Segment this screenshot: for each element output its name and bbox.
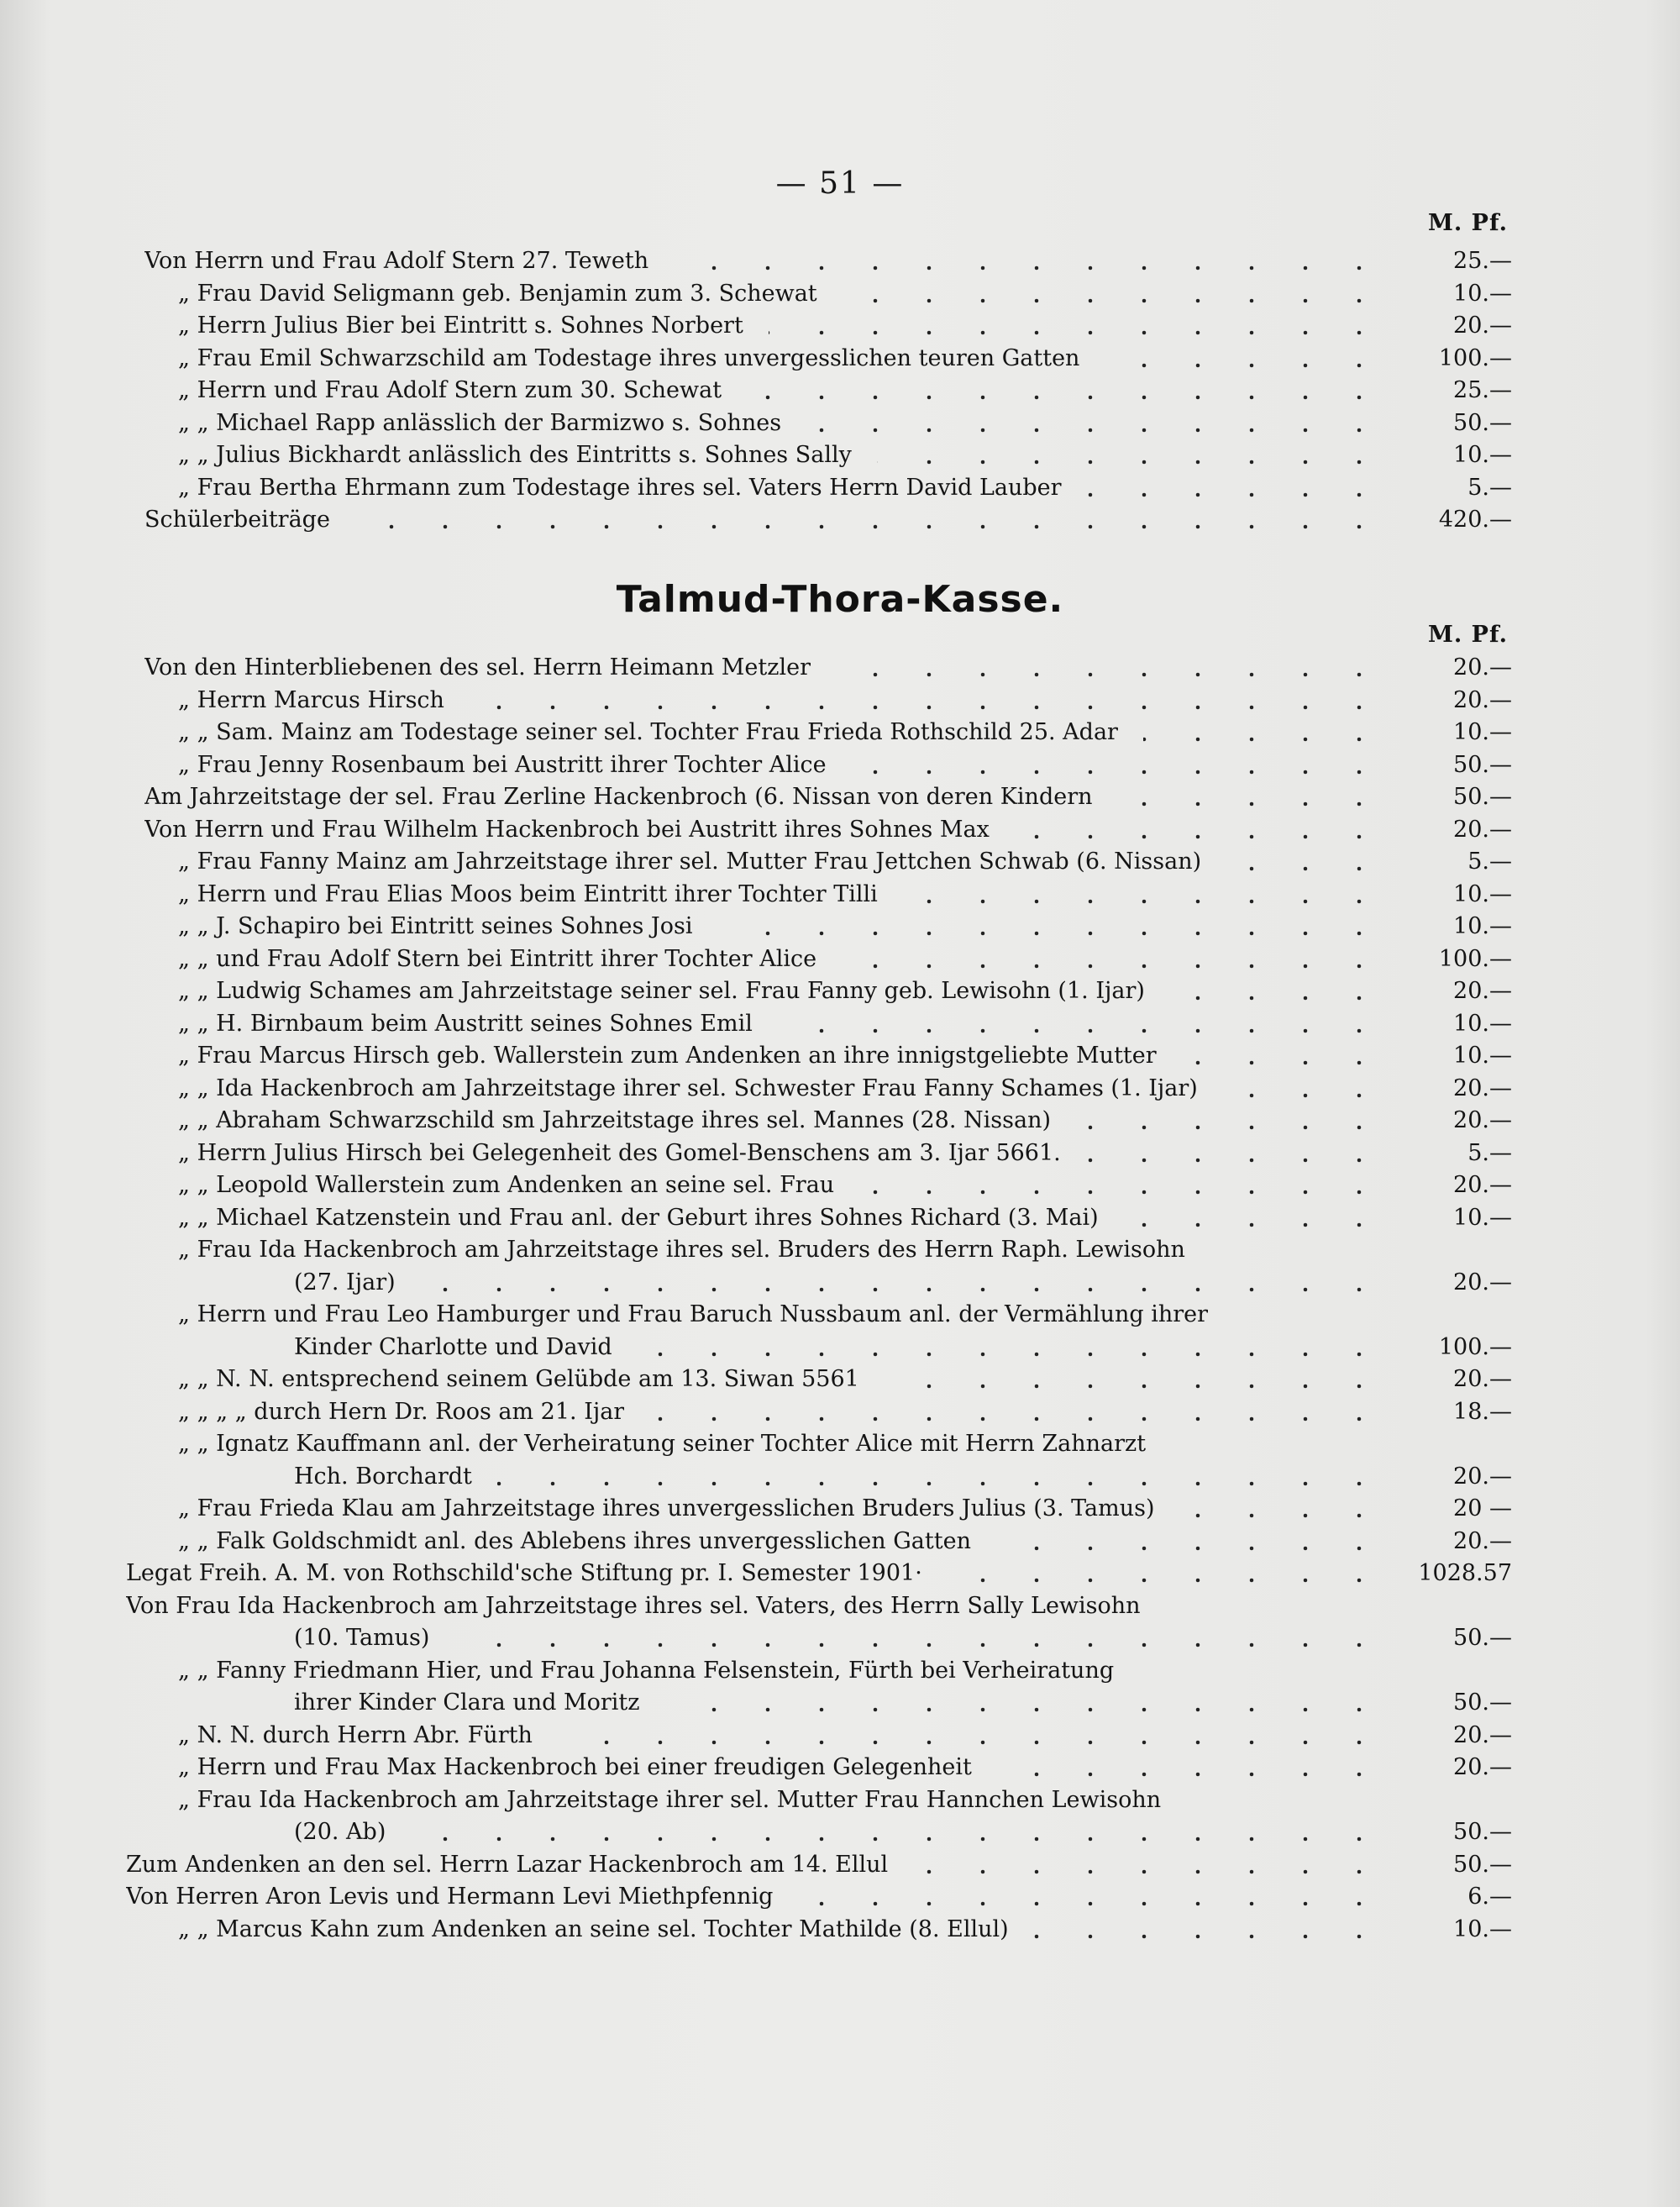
ledger-amount: 10.— <box>1453 1204 1512 1231</box>
ledger-row <box>126 439 1512 472</box>
ledger-row <box>126 717 1512 749</box>
ledger-entry-text: „ Frau Frieda Klau am Jahrzeitstage ihres unvergesslichen Bruders Julius (3. Tamus) <box>178 1495 1155 1521</box>
currency-header: M. Pf. <box>1427 210 1508 236</box>
ledger-entry-text: „ Frau Ida Hackenbroch am Jahrzeitstage ihres sel. Bruders des Herrn Raph. Lewisohn <box>178 1237 1185 1263</box>
dot-leader <box>1118 801 1386 807</box>
ledger-amount: 100.— <box>1438 344 1512 371</box>
ledger-row <box>126 1267 1512 1300</box>
dot-leader <box>638 1352 1386 1357</box>
ledger-entry-text: Legat Freih. A. M. von Rothschild'sche Stiftung pr. I. Semester 1901· <box>126 1560 922 1586</box>
ledger-amount: 50.— <box>1453 784 1512 810</box>
ledger-row <box>126 310 1512 343</box>
ledger-entry-text: Zum Andenken an den sel. Herrn Lazar Hackenbroch am 14. Ellul <box>126 1851 889 1878</box>
dot-leader <box>843 298 1386 303</box>
ledger-row <box>126 1590 1512 1623</box>
ledger-row <box>126 1816 1512 1849</box>
ledger-entry-text: „ „ Ida Hackenbroch am Jahrzeitstage ihrer sel. Schwester Frau Fanny Schames (1. Ijar) <box>178 1075 1198 1101</box>
ledger-row <box>126 1008 1512 1041</box>
ledger-row <box>126 1364 1512 1396</box>
dot-leader <box>1180 1513 1386 1518</box>
ledger-row <box>126 1493 1512 1526</box>
ledger-row <box>126 814 1512 847</box>
ledger-row <box>126 1040 1512 1073</box>
ledger-row <box>126 781 1512 814</box>
ledger-row <box>126 1687 1512 1720</box>
talmud-thora-list <box>126 652 1512 1946</box>
ledger-row <box>126 1720 1512 1752</box>
dot-leader <box>1087 492 1386 497</box>
ledger-entry-text: Von Frau Ida Hackenbroch am Jahrzeitstage ihres sel. Vaters, des Herrn Sally Lewisohn <box>126 1592 1141 1619</box>
dot-leader <box>1182 1060 1386 1065</box>
ledger-entry-text: „ Frau Marcus Hirsch geb. Wallerstein zum Andenken an ihre innigstgeliebte Mutter <box>178 1043 1157 1069</box>
ledger-amount: 20.— <box>1453 1754 1512 1780</box>
ledger-entry-text: „ „ Abraham Schwarzschild sm Jahrzeitstage ihres sel. Mannes (28. Nissan) <box>178 1107 1052 1133</box>
ledger-amount: 20.— <box>1453 1527 1512 1554</box>
dot-leader <box>769 330 1386 335</box>
ledger-row <box>126 1332 1512 1364</box>
ledger-row <box>126 1396 1512 1429</box>
ledger-entry-text: „ Herrn Marcus Hirsch <box>178 686 444 713</box>
page-number: — 51 — <box>775 166 905 201</box>
dot-leader <box>421 1287 1386 1292</box>
ledger-amount: 20.— <box>1453 1366 1512 1392</box>
ledger-row <box>126 1138 1512 1170</box>
dot-leader <box>996 1546 1386 1551</box>
dot-leader <box>1223 1093 1386 1098</box>
ledger-entry-text: „ Herrn und Frau Max Hackenbroch bei einer freudigen Gelegenheit <box>178 1754 972 1780</box>
dot-leader <box>852 770 1386 775</box>
ledger-row <box>126 975 1512 1008</box>
ledger-row <box>126 685 1512 717</box>
dot-leader <box>1105 363 1386 368</box>
dot-leader <box>913 1869 1386 1874</box>
ledger-amount: 10.— <box>1453 913 1512 939</box>
donations-list <box>126 245 1512 537</box>
ledger-amount: 100.— <box>1438 1333 1512 1360</box>
ledger-row <box>126 1073 1512 1106</box>
ledger-amount: 10.— <box>1453 280 1512 307</box>
ledger-amount: 50.— <box>1453 751 1512 778</box>
ledger-entry-text: Von Herren Aron Levis und Hermann Levi Miethpfennig <box>126 1884 774 1910</box>
dot-leader <box>903 899 1386 904</box>
ledger-row <box>126 1558 1512 1590</box>
ledger-row <box>126 1428 1512 1461</box>
ledger-entry-text: (20. Ab) <box>294 1819 386 1845</box>
ledger-entry-text: „ Herrn und Frau Elias Moos beim Eintritt ihrer Tochter Tilli <box>178 880 878 907</box>
ledger-entry-text: „ Frau Jenny Rosenbaum bei Austritt ihrer Tochter Alice <box>178 751 827 778</box>
ledger-row <box>126 1752 1512 1784</box>
ledger-amount: 20.— <box>1453 1721 1512 1748</box>
ledger-entry-text: Schülerbeiträge <box>144 507 330 533</box>
dot-leader <box>859 1190 1386 1195</box>
ledger-amount: 20.— <box>1453 313 1512 339</box>
dot-leader <box>1170 996 1386 1001</box>
ledger-row <box>126 1655 1512 1688</box>
ledger-entry-text: „ „ Fanny Friedmann Hier, und Frau Johanna Felsenstein, Fürth bei Verheiratung <box>178 1657 1115 1684</box>
ledger-entry-text: (10. Tamus) <box>294 1625 430 1651</box>
ledger-amount: 20.— <box>1453 654 1512 680</box>
dot-leader <box>778 1028 1386 1033</box>
ledger-amount: 25.— <box>1453 377 1512 403</box>
ledger-row <box>126 472 1512 505</box>
ledger-row <box>126 375 1512 407</box>
ledger-row <box>126 1105 1512 1138</box>
dot-leader <box>497 1481 1386 1486</box>
dot-leader <box>355 524 1386 529</box>
dot-leader <box>885 1384 1386 1389</box>
ledger-entry-text: „ Frau David Seligmann geb. Benjamin zum 3. Schewat <box>178 280 817 307</box>
ledger-entry-text: „ „ Michael Katzenstein und Frau anl. der Geburt ihres Sohnes Richard (3. Mai) <box>178 1204 1099 1231</box>
ledger-amount: 50.— <box>1453 1851 1512 1878</box>
dot-leader <box>665 1707 1386 1712</box>
ledger-amount: 100.— <box>1438 945 1512 972</box>
ledger-amount: 50.— <box>1453 1689 1512 1716</box>
ledger-amount: 20.— <box>1453 1269 1512 1295</box>
dot-leader <box>798 1901 1386 1906</box>
ledger-entry-text: Von Herrn und Frau Wilhelm Hackenbroch bei Austritt ihres Sohnes Max <box>144 816 990 843</box>
ledger-row <box>126 278 1512 311</box>
ledger-amount: 50.— <box>1453 1819 1512 1845</box>
section-heading: Talmud-Thora-Kasse. <box>616 578 1064 621</box>
ledger-amount: 20.— <box>1453 1107 1512 1133</box>
ledger-entry-text: „ „ Leopold Wallerstein zum Andenken an seine sel. Frau <box>178 1172 835 1198</box>
ledger-entry-text: „ „ H. Birnbaum beim Austritt seines Sohnes Emil <box>178 1010 753 1037</box>
ledger-entry-text: Am Jahrzeitstage der sel. Frau Zerline Hackenbroch (6. Nissan von deren Kindern <box>144 784 1093 810</box>
ledger-entry-text: (27. Ijar) <box>294 1269 396 1295</box>
ledger-entry-text: Kinder Charlotte und David <box>294 1333 612 1360</box>
ledger-amount: 20.— <box>1453 978 1512 1004</box>
ledger-amount: 20.— <box>1453 1172 1512 1198</box>
dot-leader <box>806 428 1386 433</box>
ledger-row <box>126 652 1512 685</box>
ledger-entry-text: „ N. N. durch Herrn Abr. Fürth <box>178 1721 533 1748</box>
ledger-amount: 20 — <box>1453 1495 1512 1521</box>
dot-leader <box>836 672 1386 677</box>
dot-leader <box>842 964 1386 969</box>
ledger-entry-text: „ Herrn und Frau Adolf Stern zum 30. Schewat <box>178 377 722 403</box>
ledger-amount: 20.— <box>1453 816 1512 843</box>
dot-leader <box>877 460 1386 465</box>
ledger-row <box>126 846 1512 879</box>
ledger-entry-text: „ Frau Emil Schwarzschild am Todestage ihres unvergesslichen teuren Gatten <box>178 344 1080 371</box>
ledger-entry-text: „ „ Ignatz Kauffmann anl. der Verheiratung seiner Tochter Alice mit Herrn Zahnarzt <box>178 1431 1147 1457</box>
ledger-amount: 20.— <box>1453 1463 1512 1490</box>
ledger-entry-text: „ „ Falk Goldschmidt anl. des Ablebens ihres unvergesslichen Gatten <box>178 1527 971 1554</box>
dot-leader <box>558 1740 1386 1745</box>
ledger-amount: 420.— <box>1438 507 1512 533</box>
dot-leader <box>717 931 1386 936</box>
ledger-entry-text: „ Frau Fanny Mainz am Jahrzeitstage ihrer sel. Mutter Frau Jettchen Schwab (6. Nissan) <box>178 849 1202 875</box>
ledger-amount: 5.— <box>1467 1139 1512 1166</box>
ledger-row <box>126 1881 1512 1914</box>
ledger-row <box>126 504 1512 537</box>
ledger-entry-text: „ „ und Frau Adolf Stern bei Eintritt ihrer Tochter Alice <box>178 945 817 972</box>
dot-leader <box>1226 866 1386 871</box>
ledger-entry-text: ihrer Kinder Clara und Moritz <box>294 1689 640 1716</box>
ledger-entry-text: „ „ Marcus Kahn zum Andenken an seine sel. Tochter Mathilde (8. Ellul) <box>178 1915 1009 1942</box>
ledger-amount: 10.— <box>1453 442 1512 468</box>
ledger-entry-text: „ Herrn Julius Hirsch bei Gelegenheit des Gomel-Benschens am 3. Ijar 5661. <box>178 1139 1061 1166</box>
ledger-row <box>126 1299 1512 1332</box>
ledger-entry-text: „ „ Sam. Mainz am Todestage seiner sel. Tochter Frau Frieda Rothschild 25. Adar <box>178 719 1118 745</box>
dot-leader <box>674 265 1386 271</box>
ledger-row <box>126 1202 1512 1235</box>
ledger-amount: 20.— <box>1453 686 1512 713</box>
ledger-entry-text: „ Herrn Julius Bier bei Eintritt s. Sohnes Norbert <box>178 313 743 339</box>
ledger-row <box>126 1914 1512 1947</box>
dot-leader <box>1143 737 1386 742</box>
dot-leader <box>997 1772 1386 1777</box>
dot-leader <box>411 1837 1386 1842</box>
dot-leader <box>1086 1158 1386 1163</box>
ledger-row <box>126 1784 1512 1817</box>
ledger-amount: 5.— <box>1467 849 1512 875</box>
ledger-entry-text: „ Frau Bertha Ehrmann zum Todestage ihres sel. Vaters Herrn David Lauber <box>178 474 1062 501</box>
dot-leader <box>1124 1222 1386 1227</box>
ledger-entry-text: „ „ Julius Bickhardt anlässlich des Eintritts s. Sohnes Sally <box>178 442 852 468</box>
ledger-row <box>126 1461 1512 1494</box>
ledger-row <box>126 1234 1512 1267</box>
ledger-entry-text: „ „ N. N. entsprechend seinem Gelübde am 13. Siwan 5561 <box>178 1366 859 1392</box>
ledger-amount: 18.— <box>1453 1398 1512 1425</box>
ledger-row <box>126 407 1512 440</box>
ledger-entry-text: „ „ „ „ durch Hern Dr. Roos am 21. Ijar <box>178 1398 625 1425</box>
ledger-amount: 20.— <box>1453 1075 1512 1101</box>
ledger-row <box>126 943 1512 976</box>
dot-leader <box>747 395 1386 400</box>
ledger-row <box>126 245 1512 278</box>
ledger-amount: 10.— <box>1453 719 1512 745</box>
ledger-row <box>126 911 1512 943</box>
ledger-row <box>126 1169 1512 1202</box>
ledger-row <box>126 879 1512 912</box>
dot-leader <box>470 705 1386 710</box>
ledger-entry-text: Von den Hinterbliebenen des sel. Herrn Heimann Metzler <box>144 654 811 680</box>
ledger-amount: 25.— <box>1453 248 1512 274</box>
ledger-entry-text: „ „ J. Schapiro bei Eintritt seines Sohnes Josi <box>178 913 693 939</box>
ledger-entry-text: Von Herrn und Frau Adolf Stern 27. Teweth <box>144 248 649 274</box>
ledger-amount: 10.— <box>1453 1043 1512 1069</box>
ledger-row <box>126 1849 1512 1882</box>
ledger-row <box>126 1622 1512 1655</box>
dot-leader <box>1015 834 1386 839</box>
ledger-amount: 50.— <box>1453 409 1512 436</box>
ledger-amount: 1028.57 <box>1418 1560 1512 1586</box>
dot-leader <box>649 1416 1386 1421</box>
ledger-row <box>126 1526 1512 1558</box>
ledger-entry-text: „ Frau Ida Hackenbroch am Jahrzeitstage ihrer sel. Mutter Frau Hannchen Lewisohn <box>178 1786 1162 1813</box>
ledger-entry-text: „ „ Ludwig Schames am Jahrzeitstage seiner sel. Frau Fanny geb. Lewisohn (1. Ijar) <box>178 978 1145 1004</box>
dot-leader <box>1034 1934 1386 1939</box>
ledger-amount: 50.— <box>1453 1625 1512 1651</box>
ledger-row <box>126 343 1512 376</box>
ledger-entry-text: „ Herrn und Frau Leo Hamburger und Frau Baruch Nussbaum anl. der Vermählung ihrer <box>178 1301 1209 1327</box>
currency-header-2: M. Pf. <box>1427 622 1508 648</box>
ledger-entry-text: Hch. Borchardt <box>294 1463 472 1490</box>
ledger-amount: 6.— <box>1467 1884 1512 1910</box>
dot-leader <box>454 1642 1386 1647</box>
ledger-amount: 10.— <box>1453 880 1512 907</box>
dot-leader <box>948 1578 1386 1583</box>
ledger-row <box>126 749 1512 782</box>
ledger-amount: 10.— <box>1453 1915 1512 1942</box>
ledger-amount: 10.— <box>1453 1010 1512 1037</box>
dot-leader <box>1076 1125 1386 1130</box>
ledger-entry-text: „ „ Michael Rapp anlässlich der Barmizwo s. Sohnes <box>178 409 782 436</box>
ledger-amount: 5.— <box>1467 474 1512 501</box>
